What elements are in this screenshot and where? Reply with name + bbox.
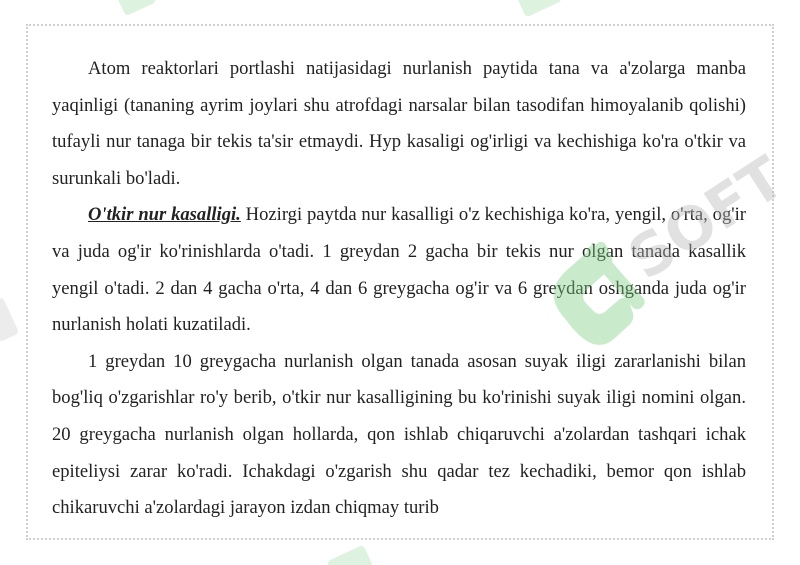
term-heading: O'tkir nur kasalligi. [88, 204, 241, 226]
paragraph-3 [52, 344, 746, 527]
paragraph-3-text: 1 greydan 10 greygacha nurlanish olgan tanada asosan suyak iligi zararlanishi bilan bog'liq o'zgarishlar ro'y berib, o'tkir nur kasalligining bu ko'rinishi suyak iligi nomini olgan. 20 greygacha nurlanish olgan hollarda, qon ishlab chiqaruvchi a'zolardan tashqari ichak epiteliysi zarar ko'radi. Ichakdagi o'zgarish shu qadar tez kechadiki, bemor qon ishlab chikaruvchi a'zolardagi jarayon izdan chiqmay turib [52, 350, 746, 519]
paragraph-2-text: Hozirgi paytda nur kasalligi o'z kechishiga ko'ra, yengil, o'rta, og'ir va juda og'ir ko'rinishlarda o'tadi. 1 greydan 2 gacha bir tekis nur olgan tanada kasallik yengil o'tadi. 2 dan 4 gacha o'rta, 4 dan 6 greygacha og'ir va 6 greydan oshganda juda og'ir nurlanish holati kuzatiladi. [52, 204, 746, 336]
paragraph-1 [52, 51, 746, 197]
paragraph-1-text: Atom reaktorlari portlashi natijasidagi nurlanish paytida tana va a'zolarga manba yaqinligi (tananing ayrim joylari shu atrofdagi narsalar bilan tasodifan himoyalanib qolishi) tufayli nur tanaga bir tekis ta'sir etmaydi. Hyp kasaligi og'irligi va kechishiga ko'ra o'tkir va surunkali bo'ladi. [52, 58, 746, 189]
watermark-text: SOFT [616, 143, 797, 293]
paragraph-2 [52, 197, 746, 343]
document-body [52, 51, 746, 527]
